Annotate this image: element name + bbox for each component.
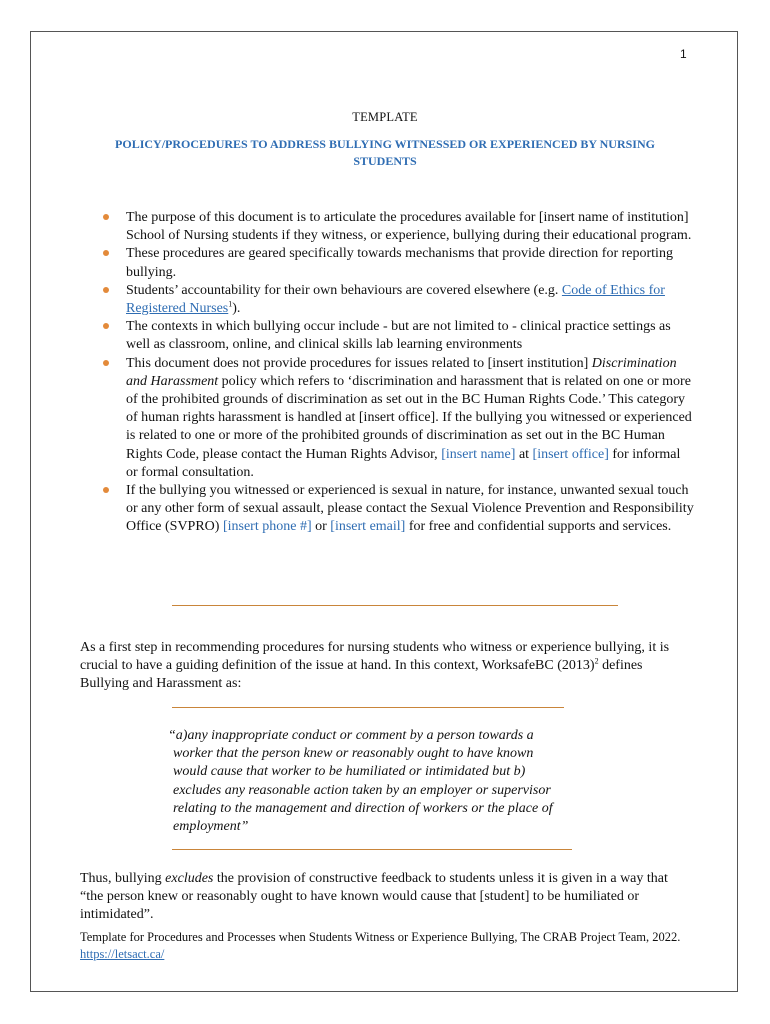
bullet-text: ). (232, 301, 241, 317)
bullet-text: policy which refers to ‘discrimination and harassment that is related on one or more of the prohibited grounds of discrimination as set out in the BC Human Rights Code.’ This category of human rights harassment is handled at [insert office]. If the bullying you witnessed or experienced is related to one or more of the prohibited grounds of discrimination as set out in the BC Human Rights Code, please contact the Human Rights Advisor, (126, 373, 692, 462)
insert-phone-placeholder: [insert phone #] (222, 519, 312, 535)
bullet-dot-icon (103, 323, 109, 329)
section-divider (172, 605, 618, 606)
insert-name-placeholder: [insert name] (441, 446, 516, 462)
bullet-item (98, 245, 694, 281)
bullet-text: for free and confidential supports and services. (405, 519, 672, 535)
bullet-text: or (311, 519, 331, 535)
quote-line: worker that the person knew or reasonably ought to have known (173, 746, 534, 762)
bullet-item (98, 355, 694, 482)
bullet-item (98, 318, 694, 354)
bullet-dot-icon (103, 360, 109, 366)
definition-quote (168, 727, 588, 836)
footnote-ref-1: 1 (228, 299, 233, 309)
closing-paragraph (80, 870, 694, 925)
bullet-dot-icon (103, 214, 109, 220)
title-line-1: POLICY/PROCEDURES TO ADDRESS BULLYING WITNESSED OR EXPERIENCED BY NURSING (115, 137, 655, 151)
quote-bottom-divider (172, 849, 572, 850)
closing-text: the provision of constructive feedback to students unless it is given in a way that “the person knew or reasonably ought to have known would cause that [student] to be humiliated or intimidated”. (80, 871, 668, 923)
footer-citation (80, 929, 700, 963)
letsact-link[interactable]: https://letsact.ca/ (80, 947, 165, 961)
quote-line: employment” (173, 819, 249, 835)
insert-office-placeholder: [insert office] (532, 446, 609, 462)
insert-email-placeholder: [insert email] (330, 519, 406, 535)
bullet-text: The contexts in which bullying occur include - but are not limited to - clinical practice settings as well as classroom, online, and clinical skills lab learning environments (126, 319, 671, 353)
bullet-text: Students’ accountability for their own behaviours are covered elsewhere (e.g. (126, 282, 562, 298)
quote-top-divider (172, 707, 564, 708)
quote-line: would cause that worker to be humiliated or intimidated but b) (173, 764, 526, 780)
closing-text: Thus, bullying (80, 871, 166, 886)
bullet-dot-icon (103, 250, 109, 256)
code-of-ethics-link[interactable]: Code of Ethics for Registered Nurses (126, 282, 665, 317)
quote-line: relating to the management and direction of workers or the place of (173, 800, 553, 816)
bullet-dot-icon (103, 287, 109, 293)
title-line-2: STUDENTS (353, 154, 417, 168)
intro-text: defines Bullying and Harassment as: (80, 658, 643, 692)
bullet-item (98, 482, 694, 537)
excludes-emphasis: excludes (165, 871, 214, 886)
policy-name: Discrimination and Harassment (126, 355, 677, 389)
document-title (100, 136, 670, 170)
template-label: TEMPLATE (352, 110, 418, 124)
quote-line: excludes any reasonable action taken by an employer or supervisor (173, 782, 551, 798)
bullet-text: The purpose of this document is to articulate the procedures available for [insert name of institution] School of Nursing students if they witness, or experience, bullying during their educational program. (126, 210, 692, 244)
bullet-text: This document does not provide procedures for issues related to [insert institution] (126, 355, 592, 371)
page-number: 1 (680, 47, 687, 61)
bullet-dot-icon (103, 487, 109, 493)
purpose-bullet-list (98, 209, 694, 537)
quote-line: “a)any inappropriate conduct or comment by a person towards a (168, 728, 534, 743)
bullet-text: at (515, 446, 533, 462)
bullet-text: If the bullying you witnessed or experienced is sexual in nature, for instance, unwanted sexual touch or any other form of sexual assault, please contact the Sexual Violence Prevention and Responsibility Office (SVPRO) (126, 483, 694, 535)
intro-text: As a first step in recommending procedures for nursing students who witness or experience bullying, it is crucial to have a guiding definition of the issue at hand. In this context, WorksafeBC (2013) (80, 640, 670, 674)
footnote-ref-2: 2 (594, 656, 599, 666)
footer-text: Template for Procedures and Processes when Students Witness or Experience Bullying, The CRAB Project Team, 2022. (80, 930, 681, 944)
bullet-item (98, 209, 694, 245)
bullet-item (98, 282, 694, 318)
bullet-text: for informal or formal consultation. (126, 446, 681, 480)
intro-paragraph (80, 639, 694, 694)
bullet-text: These procedures are geared specifically towards mechanisms that provide direction for reporting bullying. (126, 246, 673, 280)
